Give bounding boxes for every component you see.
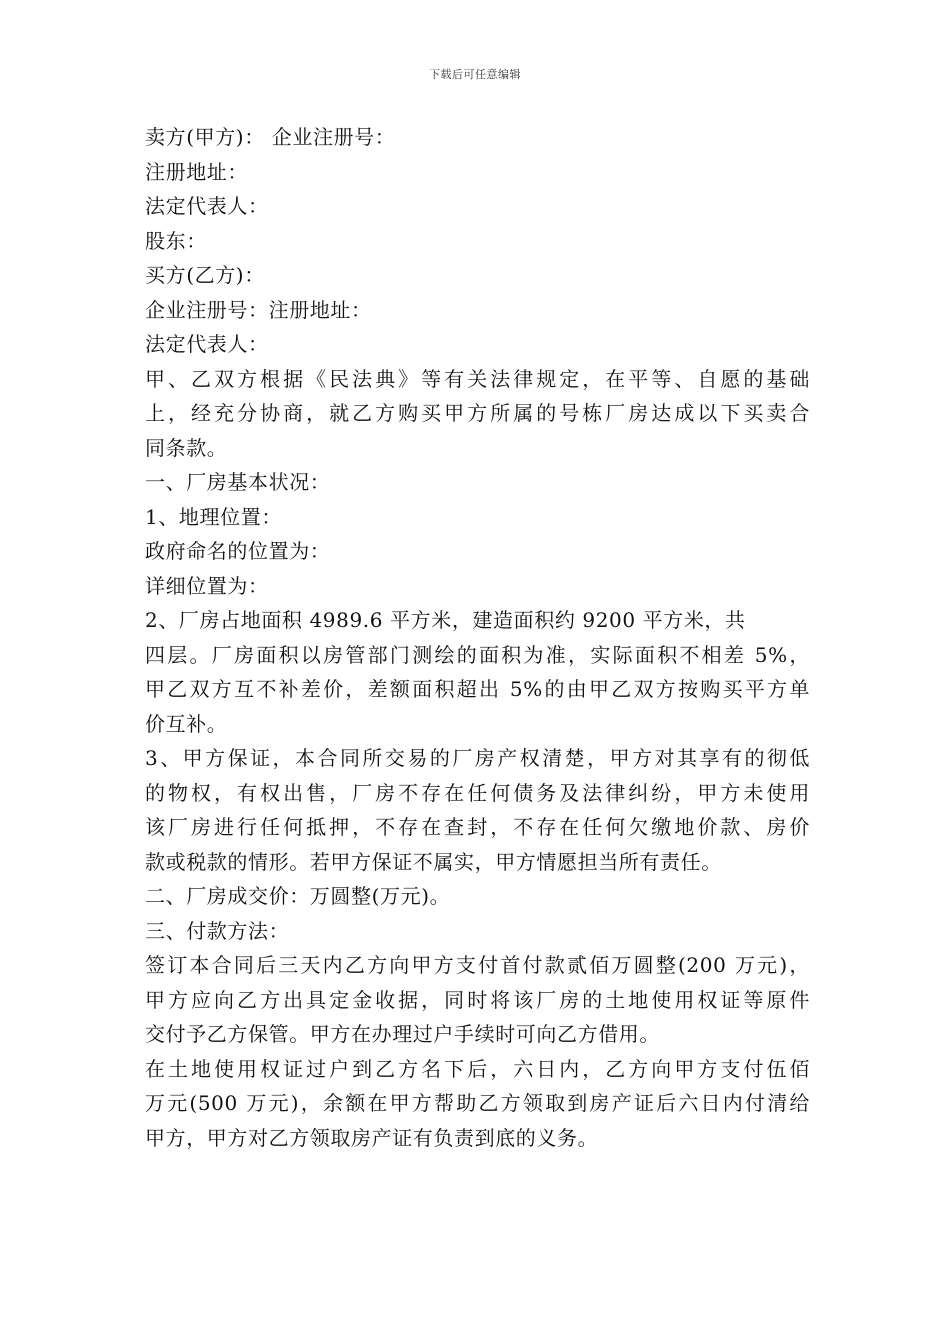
buyer-line: 买方(乙方)：: [145, 263, 265, 287]
item-3-guarantee-line-1: 3、甲方保证，本合同所交易的厂房产权清楚，甲方对其享有的彻低: [145, 746, 810, 770]
item-2-area-line-4: 价互补。: [145, 711, 228, 736]
section-1-heading: 一、厂房基本状况：: [145, 470, 331, 494]
item-2-area-line-2: 四层。厂房面积以房管部门测绘的面积为准，实际面积不相差 5%，: [145, 642, 810, 667]
preamble-line-2: 上，经充分协商，就乙方购买甲方所属的号栋厂房达成以下买卖合: [145, 401, 810, 425]
detailed-location-line: 详细位置为：: [145, 573, 269, 598]
document-body: [145, 120, 810, 1155]
shareholder-line: 股东：: [145, 228, 207, 253]
section-2-price: 二、厂房成交价：万圆整(万元)。: [145, 884, 451, 908]
preamble-line-1: 甲、乙双方根据《民法典》等有关法律规定，在平等、自愿的基础: [145, 366, 810, 391]
seller-line: 卖方(甲方)： 企业注册号：: [145, 125, 396, 149]
official-location-line: 政府命名的位置为：: [145, 539, 331, 563]
seller-representative-line: 法定代表人：: [145, 194, 269, 218]
item-2-area-line-3: 甲乙双方互不补差价，差额面积超出 5%的由甲乙双方按购买平方单: [145, 677, 810, 701]
payment-line-3: 交付予乙方保管。甲方在办理过户手续时可向乙方借用。: [145, 1022, 660, 1046]
seller-address-line: 注册地址：: [145, 159, 248, 184]
item-3-guarantee-line-4: 款或税款的情形。若甲方保证不属实，甲方情愿担当所有责任。: [145, 849, 722, 874]
payment-line-1: 签订本合同后三天内乙方向甲方支付首付款贰佰万圆整(200 万元)，: [145, 953, 810, 977]
item-2-area-line-1: 2、厂房占地面积 4989.6 平方米，建造面积约 9200 平方米，共: [145, 608, 746, 632]
payment-line-4: 在土地使用权证过户到乙方名下后，六日内，乙方向甲方支付伍佰: [145, 1056, 810, 1081]
buyer-representative-line: 法定代表人：: [145, 332, 269, 356]
page-header: 下载后可任意编辑: [429, 68, 521, 81]
item-1-location: 1、地理位置：: [145, 504, 282, 529]
payment-line-2: 甲方应向乙方出具定金收据，同时将该厂房的土地使用权证等原件: [145, 987, 810, 1012]
preamble-line-3: 同条款。: [145, 435, 228, 460]
section-3-heading: 三、付款方法：: [145, 918, 290, 943]
item-3-guarantee-line-2: 的物权，有权出售，厂房不存在任何债务及法律纠纷，甲方未使用: [145, 780, 810, 805]
payment-line-5: 万元(500 万元)，余额在甲方帮助乙方领取到房产证后六日内付清给: [145, 1091, 810, 1115]
payment-line-6: 甲方，甲方对乙方领取房产证有负责到底的义务。: [145, 1125, 599, 1150]
item-3-guarantee-line-3: 该厂房进行任何抵押，不存在查封，不存在任何欠缴地价款、房价: [145, 815, 810, 839]
buyer-registration-line: 企业注册号：注册地址：: [145, 297, 372, 322]
